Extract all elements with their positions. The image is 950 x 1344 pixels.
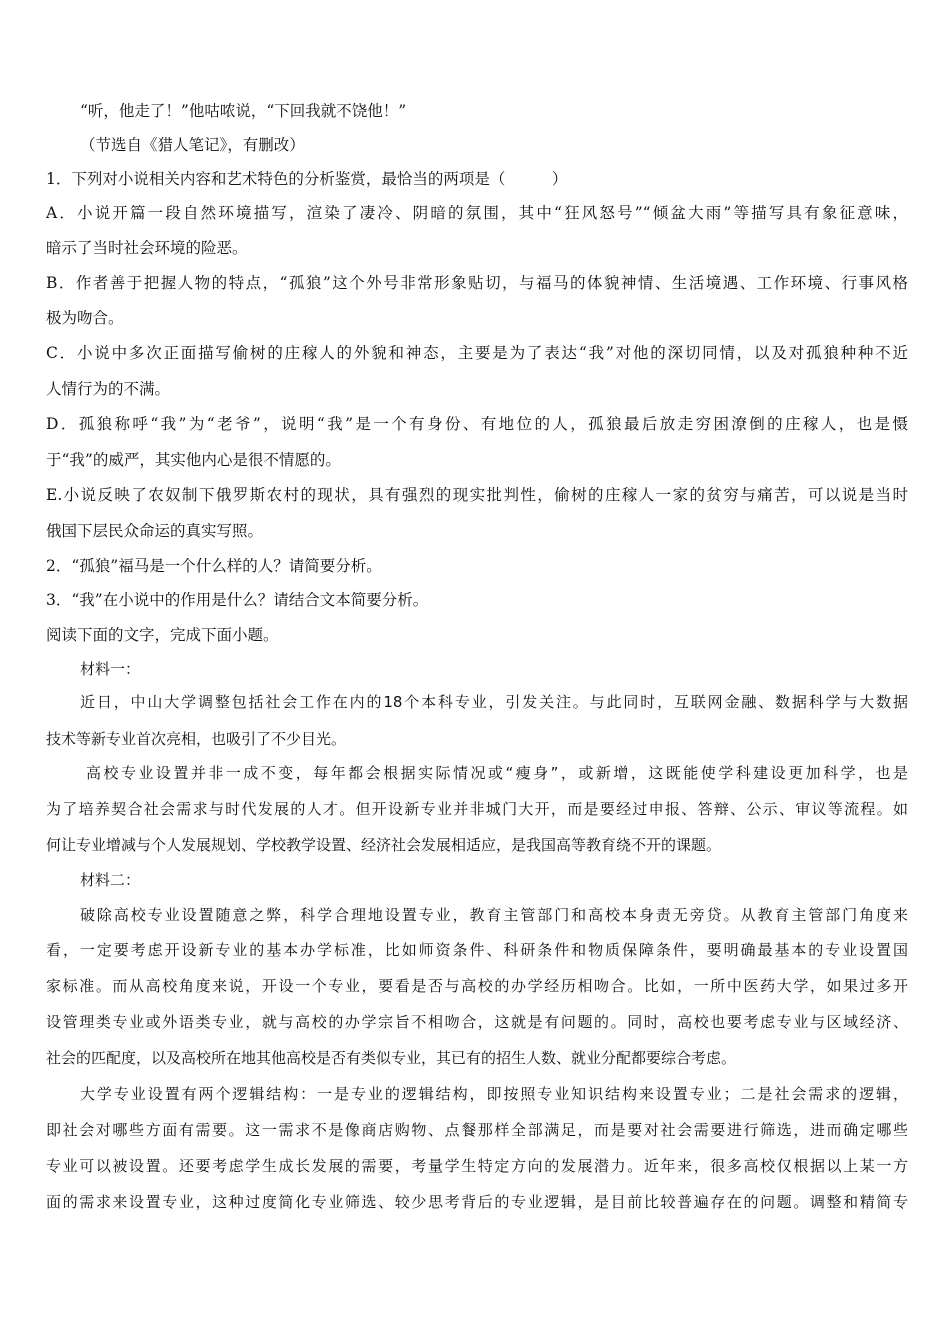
material-2-label: 材料二：	[80, 871, 141, 889]
material-2-para1-line4: 设管理类专业或外语类专业，就与高校的办学宗旨不相吻合，这就是有问题的。同时，高校也要考虑专业与区域经济、	[46, 1013, 908, 1031]
question-3: 3．“我”在小说中的作用是什么？请结合文本简要分析。	[46, 591, 429, 609]
option-b-line2: 极为吻合。	[46, 309, 124, 327]
material-2-para2-line1: 大学专业设置有两个逻辑结构：一是专业的逻辑结构，即按照专业知识结构来设置专业；二是社会需求的逻辑，	[80, 1085, 908, 1103]
option-d-line1: D．孤狼称呼“我”为“老爷”，说明“我”是一个有身份、有地位的人，孤狼最后放走穷困潦倒的庄稼人，也是慑	[46, 415, 908, 433]
material-1-para1-line2: 技术等新专业首次亮相，也吸引了不少目光。	[46, 730, 347, 748]
story-quote: “听，他走了！”他咕哝说，“下回我就不饶他！”	[80, 102, 407, 120]
material-2-para2-line4: 面的需求来设置专业，这种过度简化专业筛选、较少思考背后的专业逻辑，是目前比较普遍存在的问题。调整和精简专	[46, 1193, 908, 1211]
question-2: 2．“孤狼”福马是一个什么样的人？请简要分析。	[46, 557, 382, 575]
material-1-para2-line2: 为了培养契合社会需求与时代发展的人才。但开设新专业并非城门大开，而是要经过申报、答辩、公示、审议等流程。如	[46, 800, 908, 818]
story-source: （节选自《猎人笔记》，有删改）	[80, 136, 305, 154]
material-1-para1-line1: 近日，中山大学调整包括社会工作在内的18个本科专业，引发关注。与此同时，互联网金融、数据科学与大数据	[80, 693, 908, 711]
option-e-line2: 俄国下层民众命运的真实写照。	[46, 522, 264, 540]
reading-intro: 阅读下面的文字，完成下面小题。	[46, 626, 279, 644]
option-a-line2: 暗示了当时社会环境的险恶。	[46, 239, 248, 257]
option-d-line2: 于“我”的威严，其实他内心是很不情愿的。	[46, 451, 341, 469]
option-c-line2: 人情行为的不满。	[46, 380, 171, 398]
question-1-stem: 1．下列对小说相关内容和艺术特色的分析鉴赏，最恰当的两项是（ ）	[46, 170, 568, 188]
option-b-line1: B．作者善于把握人物的特点，“孤狼”这个外号非常形象贴切，与福马的体貌神情、生活境遇、工作环境、行事风格	[46, 274, 908, 292]
option-c-line1: C．小说中多次正面描写偷树的庄稼人的外貌和神态，主要是为了表达“我”对他的深切同情，以及对孤狼种种不近	[46, 344, 908, 362]
material-2-para2-line3: 专业可以被设置。还要考虑学生成长发展的需要，考量学生特定方向的发展潜力。近年来，很多高校仅根据以上某一方	[46, 1157, 908, 1175]
material-1-para2-line1: 高校专业设置并非一成不变，每年都会根据实际情况或“瘦身”，或新增，这既能使学科建设更加科学，也是	[86, 764, 908, 782]
material-2-para1-line5: 社会的匹配度，以及高校所在地其他高校是否有类似专业，其已有的招生人数、就业分配都要综合考虑。	[46, 1049, 737, 1067]
option-a-line1: A．小说开篇一段自然环境描写，渲染了凄冷、阴暗的氛围，其中“狂风怒号”“倾盆大雨”等描写具有象征意味，	[46, 204, 908, 222]
material-2-para1-line3: 家标准。而从高校角度来说，开设一个专业，要看是否与高校的办学经历相吻合。比如，一所中医药大学，如果过多开	[46, 977, 908, 995]
material-1-label: 材料一：	[80, 660, 141, 678]
material-2-para1-line1: 破除高校专业设置随意之弊，科学合理地设置专业，教育主管部门和高校本身责无旁贷。从教育主管部门角度来	[80, 906, 908, 924]
material-2-para2-line2: 即社会对哪些方面有需要。这一需求不是像商店购物、点餐那样全部满足，而是要对社会需要进行筛选，进而确定哪些	[46, 1121, 908, 1139]
material-2-para1-line2: 看，一定要考虑开设新专业的基本办学标准，比如师资条件、科研条件和物质保障条件，要明确最基本的专业设置国	[46, 941, 908, 959]
material-1-para2-line3: 何让专业增减与个人发展规划、学校教学设置、经济社会发展相适应，是我国高等教育绕不开的课题。	[46, 836, 722, 854]
option-e-line1: E.小说反映了农奴制下俄罗斯农村的现状，具有强烈的现实批判性，偷树的庄稼人一家的贫穷与痛苦，可以说是当时	[46, 486, 908, 504]
